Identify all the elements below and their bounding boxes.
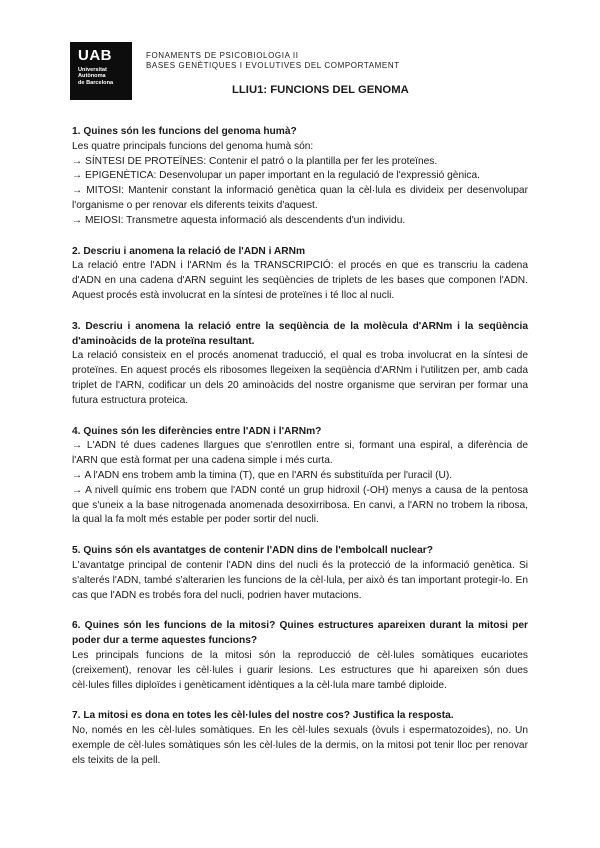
question-heading: 6. Quines són les funcions de la mitosi? Quines estructures apareixen durant la mitosi per poder dur a terme aquestes funcions?	[72, 620, 528, 647]
logo-text	[78, 67, 113, 86]
answer-paragraph: → SÍNTESI DE PROTEÏNES: Contenir el patró o la plantilla per fer les proteïnes.	[72, 155, 438, 167]
answer-paragraph: → MITOSI: Mantenir constant la informació genètica quan la cèl·lula es divideix per desenvolupar l'organisme o per renovar els diferents teixits d'aquest.	[72, 185, 528, 211]
question-section	[72, 320, 528, 409]
uab-logo	[70, 42, 132, 100]
answer-paragraph: → A l'ADN ens trobem amb la timina (T), que en l'ARN és substituïda per l'uracil (U).	[72, 469, 453, 481]
answer-paragraph: → MEIOSI: Transmetre aquesta informació als descendents d'un individu.	[72, 214, 406, 226]
question-heading: 1. Quines són les funcions del genoma humà?	[72, 126, 297, 137]
answer-paragraph: → L'ADN té dues cadenes llargues que s'enrotllen entre si, formant una espiral, a diferència de l'ARN que està format per una cadena simple i més curta.	[72, 440, 528, 467]
question-section	[72, 125, 528, 229]
answer-paragraph: La relació consisteix en el procés anomenat traducció, el qual es troba involucrat en la síntesi de proteïnes. En aquest procés els ribosomes llegeixen la seqüència d'ARNm i l'utilitzen per, amb cada triplet de l'ARN, codificar un dels 20 aminoàcids del nostre organisme que serviran per formar una futura estructura proteica.	[72, 350, 528, 406]
document-body	[72, 125, 528, 784]
answer-paragraph: Les quatre principals funcions del genoma humà són:	[72, 140, 314, 152]
question-section	[72, 619, 528, 693]
answer-paragraph: Les principals funcions de la mitosi són la reproducció de cèl·lules somàtiques eucariotes (creixement), renovar les cèl·lules i guarir lesions. Les estructures que hi apareixen són dues cèl·lules filles diploïdes i genèticament idèntiques a la cèl·lula mare també diploide.	[72, 649, 528, 691]
question-heading: 5. Quins són els avantatges de contenir l'ADN dins de l'embolcall nuclear?	[72, 545, 433, 557]
course-name: FONAMENTS DE PSICOBIOLOGIA II	[146, 51, 299, 60]
document-title: LLIU1: FUNCIONS DEL GENOMA	[232, 84, 409, 96]
logo-text-line: de Barcelona	[78, 79, 114, 86]
logo-text-line: Autònoma	[78, 73, 106, 80]
answer-paragraph: → A nivell químic ens trobem que l'ADN conté un grup hidroxil (-OH) menys a causa de la pentosa que s'uneix a la base nitrogenada anomenada desoxirribosa. En canvi, a l'ARN no trobem la ribosa, la qual la fa molt més estable per poder sortir del nucli.	[72, 484, 528, 526]
question-section	[72, 245, 528, 304]
question-heading: 7. La mitosi es dona en totes les cèl·lules del nostre cos? Justifica la resposta.	[72, 710, 454, 722]
answer-paragraph: → EPIGENÈTICA: Desenvolupar un paper important en la regulació de l'expressió gènica.	[72, 170, 480, 182]
course-subtitle: BASES GENÈTIQUES I EVOLUTIVES DEL COMPORTAMENT	[146, 60, 400, 70]
answer-paragraph: No, només en les cèl·lules somàtiques. En les cèl·lules sexuals (òvuls i espermatozoides), no. Un exemple de cèl·lules somàtiques són les cèl·lules de la dermis, on la mitosi pot tenir lloc per renovar els teixits de la pell.	[72, 725, 528, 766]
answer-paragraph: La relació entre l'ADN i l'ARNm és la TRANSCRIPCIÓ: el procés en que es transcriu la cadena d'ADN en una cadena d'ARN seguint les seqüències de triplets de les bases que componen l'ADN. Aquest procés està involucrat en la síntesi de proteïnes i té lloc al nucli.	[72, 260, 528, 301]
question-section	[72, 709, 528, 768]
logo-text-line: Universitat	[78, 67, 107, 73]
question-heading: 3. Descriu i anomena la relació entre la seqüència de la molècula d'ARNm i la seqüència d'aminoàcids de la proteïna resultant.	[72, 320, 528, 347]
question-section	[72, 425, 528, 529]
question-section	[72, 544, 528, 603]
logo-mark: UAB	[78, 47, 112, 64]
course-heading	[146, 51, 400, 70]
question-heading: 4. Quines són les diferències entre l'ADN i l'ARNm?	[72, 425, 322, 437]
question-heading: 2. Descriu i anomena la relació de l'ADN i ARNm	[72, 245, 306, 257]
answer-paragraph: L'avantatge principal de contenir l'ADN dins del nucli és la protecció de la informació genètica. Si s'alterés l'ADN, també s'alterarien les funcions de la cèl·lula, per això és tan important protegir-lo. En cas que l'ADN es trobés fora del nucli, podrien haver mutacions.	[72, 559, 528, 601]
